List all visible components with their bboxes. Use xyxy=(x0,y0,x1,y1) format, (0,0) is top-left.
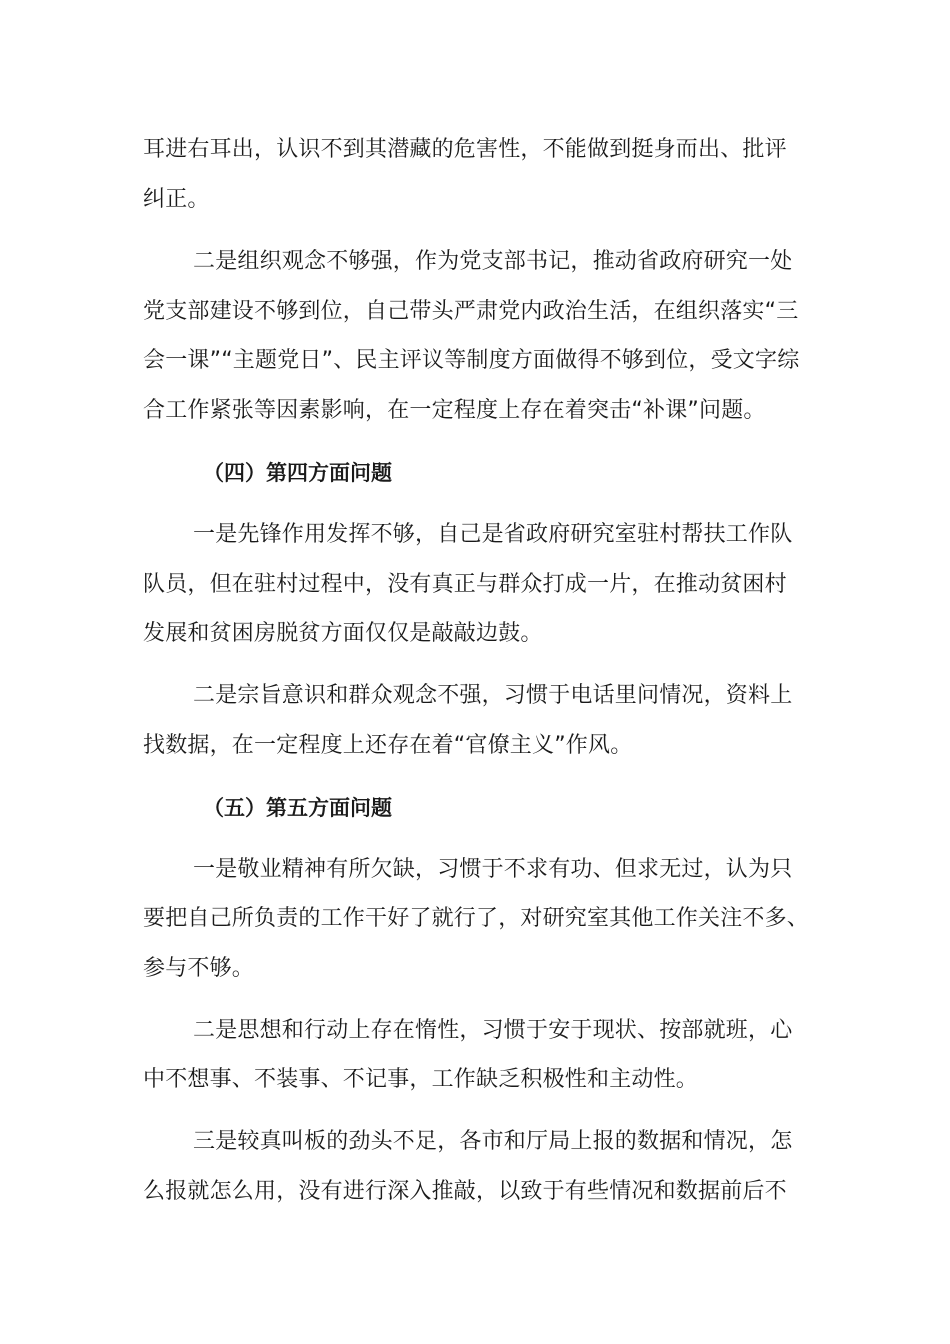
section-heading-4: （四）第四方面问题 xyxy=(203,461,392,485)
para4-line1: 二是宗旨意识和群众观念不强，习惯于电话里问情况，资料上 xyxy=(193,683,793,708)
para2-line1: 二是组织观念不够强，作为党支部书记，推动省政府研究一处 xyxy=(193,249,793,274)
para3-line2: 队员，但在驻村过程中，没有真正与群众打成一片，在推动贫困村 xyxy=(143,572,787,597)
para3-line3: 发展和贫困房脱贫方面仅仅是敲敲边鼓。 xyxy=(143,621,543,646)
para6-line1: 二是思想和行动上存在惰性，习惯于安于现状、按部就班，心 xyxy=(193,1018,793,1043)
para1-line1: 耳进右耳出，认识不到其潜藏的危害性，不能做到挺身而出、批评 xyxy=(143,137,787,162)
para7-line1: 三是较真叫板的劲头不足，各市和厅局上报的数据和情况，怎 xyxy=(193,1129,793,1154)
para1-line2: 纠正。 xyxy=(143,187,210,212)
para6-line2: 中不想事、不装事、不记事，工作缺乏积极性和主动性。 xyxy=(143,1067,699,1092)
section-heading-5: （五）第五方面问题 xyxy=(203,796,392,820)
para7-line2: 么报就怎么用，没有进行深入推敲，以致于有些情况和数据前后不 xyxy=(143,1179,787,1204)
para5-line2: 要把自己所负责的工作干好了就行了，对研究室其他工作关注不多、 xyxy=(143,906,810,931)
para3-line1: 一是先锋作用发挥不够，自己是省政府研究室驻村帮扶工作队 xyxy=(193,522,793,547)
para4-line2: 找数据，在一定程度上还存在着“官僚主义”作风。 xyxy=(143,733,633,758)
para2-line2: 党支部建设不够到位，自己带头严肃党内政治生活，在组织落实“三 xyxy=(143,299,799,324)
para2-line4: 合工作紧张等因素影响，在一定程度上存在着突击“补课”问题。 xyxy=(143,398,766,423)
para5-line3: 参与不够。 xyxy=(143,956,255,981)
para5-line1: 一是敬业精神有所欠缺，习惯于不求有功、但求无过，认为只 xyxy=(193,857,793,882)
para2-line3: 会一课”“主题党日”、民主评议等制度方面做得不够到位，受文字综 xyxy=(143,348,800,373)
